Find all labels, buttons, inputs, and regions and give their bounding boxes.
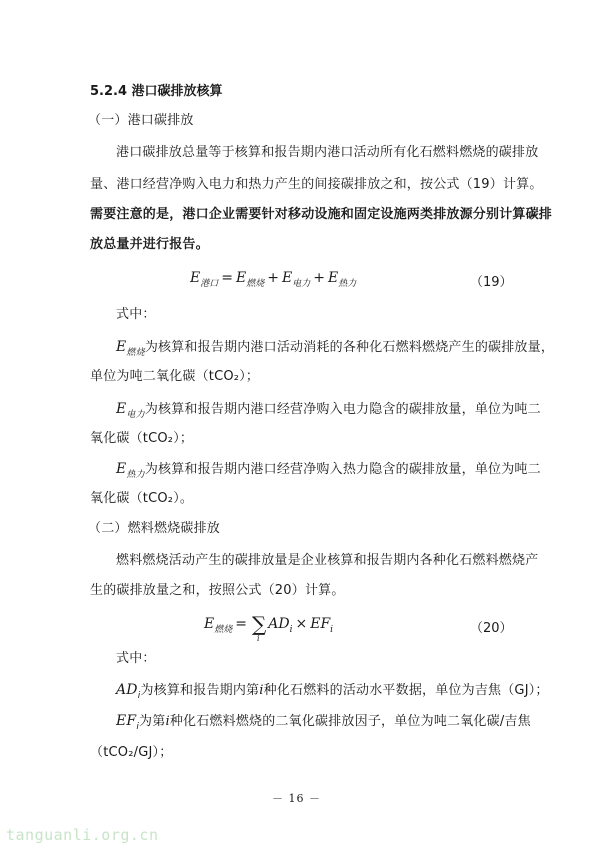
- paragraph-bold-line: 放总量并进行报告。: [90, 237, 209, 252]
- equation-number-19: （19）: [470, 275, 513, 290]
- definition-line: $E_{热力}$为核算和报告期内港口经营净购入热力隐含的碳排放量，单位为吨二: [116, 461, 541, 480]
- definition-line: $E_{燃烧}$为核算和报告期内港口活动消耗的各种化石燃料燃烧产生的碳排放量，: [116, 339, 555, 358]
- formula-20: $E_{燃烧}$ = ∑ i $AD_i \times EF_i$: [204, 612, 334, 643]
- summation-symbol: ∑ i: [251, 612, 267, 643]
- section-heading: 5.2.4 港口碳排放核算: [90, 84, 223, 99]
- equation-number-20: （20）: [470, 621, 513, 636]
- where-label: 式中：: [116, 307, 156, 322]
- definition-line: 氧化碳（tCO₂）；: [90, 431, 194, 446]
- subsection-title-2: （二）燃料燃烧碳排放: [88, 521, 221, 536]
- paragraph-line: 港口碳排放总量等于核算和报告期内港口活动所有化石燃料燃烧的碳排放: [116, 145, 539, 160]
- formula-19: $E_{港口} = E_{燃烧} + E_{电力} + E_{热力}$: [190, 270, 357, 289]
- page-number: － 16 －: [272, 792, 321, 805]
- paragraph-line: 量、港口经营净购入电力和热力产生的间接碳排放之和，按公式（19）计算。: [90, 177, 543, 192]
- where-label: 式中：: [116, 651, 156, 666]
- definition-line: 氧化碳（tCO₂）。: [90, 491, 194, 506]
- definition-line: $AD_i$为核算和报告期内第i种化石燃料的活动水平数据，单位为吉焦（GJ）；: [116, 682, 549, 701]
- definition-line: $EF_i$为第i种化石燃料燃烧的二氧化碳排放因子，单位为吨二氧化碳/吉焦: [116, 713, 531, 732]
- paragraph-line: 生的碳排放量之和，按照公式（20）计算。: [90, 583, 345, 598]
- paragraph-bold-line: 需要注意的是，港口企业需要针对移动设施和固定设施两类排放源分别计算碳排: [90, 207, 553, 222]
- subsection-title-1: （一）港口碳排放: [88, 113, 194, 128]
- definition-line: $E_{电力}$为核算和报告期内港口经营净购入电力隐含的碳排放量，单位为吨二: [116, 401, 541, 420]
- watermark: tanguanli.org.cn: [6, 826, 159, 844]
- paragraph-line: 燃料燃烧活动产生的碳排放量是企业核算和报告期内各种化石燃料燃烧产: [116, 553, 539, 568]
- definition-line: 单位为吨二氧化碳（tCO₂）；: [90, 369, 260, 384]
- definition-line: （tCO₂/GJ）；: [90, 745, 173, 760]
